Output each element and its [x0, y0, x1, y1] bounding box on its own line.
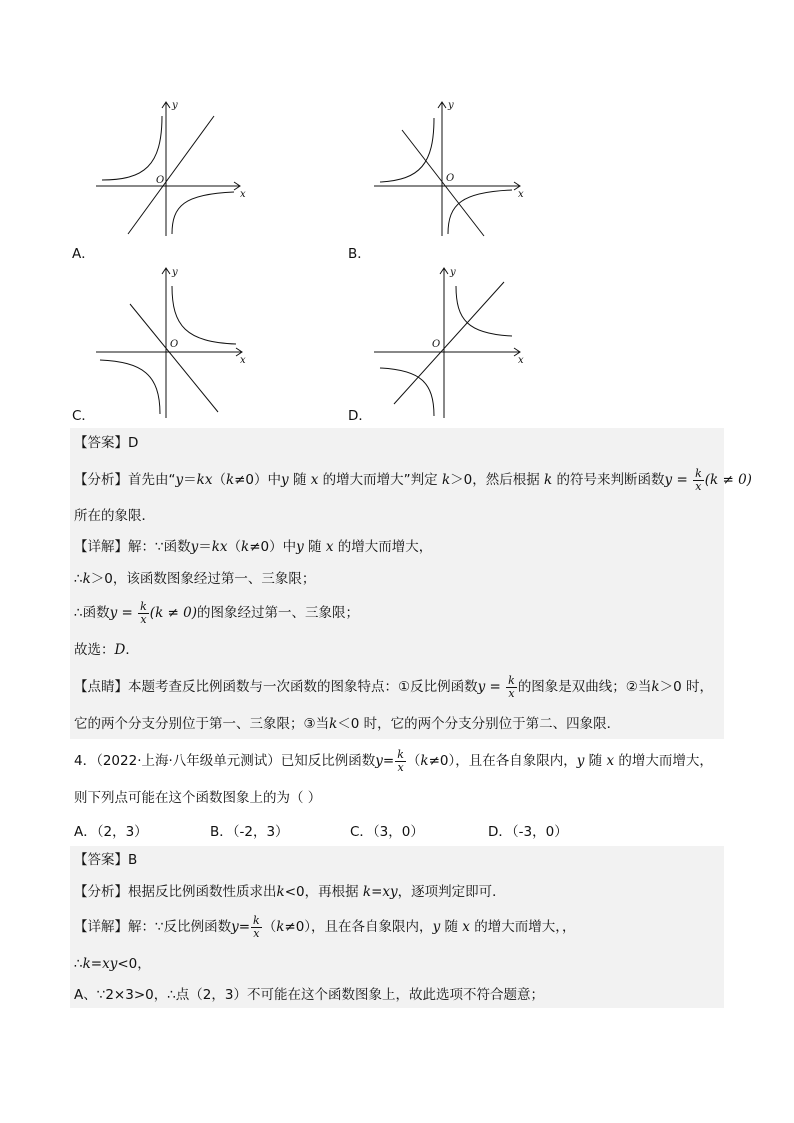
x-axis-label: x	[518, 355, 524, 366]
option-b-label: B．	[348, 246, 371, 262]
q4-choice-b: B．（-2，3）	[210, 824, 289, 840]
fraction-k-over-x	[395, 749, 406, 774]
q3-detail-line-4	[74, 640, 139, 660]
q3-analysis-line-2	[74, 506, 155, 526]
text: 随	[288, 472, 311, 488]
var: x	[462, 919, 470, 935]
q4-answer-line	[74, 850, 137, 870]
answer-value: D	[128, 435, 139, 451]
text: ＞0 时，	[659, 679, 713, 695]
hyperbola-branch-upper-left	[102, 116, 162, 180]
var: k	[329, 716, 338, 732]
text: ＝	[183, 472, 197, 488]
hyperbola-branch-upper-left	[380, 118, 434, 182]
var: x	[310, 472, 319, 488]
comment-tag: 【点睛】	[74, 679, 128, 695]
detail-tag: 【详解】	[74, 539, 128, 555]
y-axis-label: y	[450, 267, 456, 278]
hyperbola-branch-lower-right	[448, 190, 512, 234]
numerator: k	[397, 747, 404, 761]
q3-detail-line-3	[74, 600, 359, 626]
text: ∴	[74, 956, 83, 972]
var: k	[441, 472, 451, 488]
var: y	[190, 539, 199, 555]
text: 的图象经过第一、三象限；	[197, 605, 359, 621]
text: 4．（2022·上海·八年级单元测试）已知反比例函数	[74, 753, 376, 769]
text: A、∵2×3>0，∴点（2，3）不可能在这个函数图象上，故此选项不符合题意；	[74, 987, 544, 1003]
text: <0，	[117, 956, 151, 972]
q3-analysis-line-1	[74, 467, 752, 493]
fraction-k-over-x	[251, 915, 262, 940]
answer-value: B	[128, 852, 138, 868]
formula-prefix: y =	[109, 605, 138, 621]
answer-tag: 【答案】	[74, 435, 128, 451]
var: k	[241, 539, 250, 555]
text: 随	[584, 753, 607, 769]
var: y	[375, 753, 383, 769]
var: k	[544, 472, 553, 488]
text: 它的两个分支分别位于第一、三象限；③当	[74, 716, 330, 732]
var: y	[175, 472, 184, 488]
var: k	[420, 753, 429, 769]
x-axis-label: x	[240, 189, 246, 200]
hyperbola-branch-lower-right	[172, 192, 234, 234]
text: ＜0 时，它的两个分支分别位于第二、四象限．	[337, 716, 621, 732]
var: k	[225, 472, 235, 488]
graph-option-c	[94, 264, 254, 420]
q3-detail-line-1	[74, 537, 432, 557]
x-axis-arrow	[374, 348, 520, 356]
fraction-k-over-x	[138, 601, 149, 626]
text: 的增大而增大，	[333, 539, 433, 555]
hyperbola-branch-lower-left	[380, 368, 434, 416]
hyperbola-branch-lower-left	[100, 360, 160, 414]
y-axis-arrow	[438, 102, 446, 236]
graph-option-b	[372, 96, 532, 241]
text: ，逐项判定即可．	[397, 884, 506, 900]
numerator: k	[508, 673, 515, 687]
x-axis-label: x	[240, 355, 246, 366]
text: 的增大而增大，	[614, 753, 713, 769]
text: ≠0），且在各自象限内，	[284, 919, 433, 935]
linear-function-line	[402, 130, 484, 236]
text: ∴	[74, 571, 83, 587]
var: k	[276, 884, 285, 900]
q4-stem-line-1	[74, 748, 713, 774]
text: ∴函数	[74, 605, 110, 621]
origin-label: O	[446, 173, 455, 184]
text: ＞0，该函数图象经过第一、三象限；	[90, 571, 316, 587]
origin-label: O	[156, 175, 165, 186]
text: ≠0），且在各自象限内，	[428, 753, 577, 769]
denominator: x	[253, 926, 260, 940]
text: ≠0）中	[249, 539, 297, 555]
condition: (k ≠ 0)	[704, 472, 752, 488]
text: 的图象是双曲线；②当	[517, 679, 652, 695]
text: 的符号来判断函数	[552, 472, 665, 488]
denominator: x	[695, 479, 702, 493]
var: y	[281, 472, 289, 488]
q4-analysis-line	[74, 882, 506, 902]
text: 首先由“	[128, 472, 176, 488]
fraction-k-over-x	[506, 675, 517, 700]
var: k=xy	[82, 956, 118, 972]
var: kx	[196, 472, 213, 488]
linear-function-line	[128, 116, 214, 234]
x-axis-arrow	[96, 182, 240, 190]
y-axis-label: y	[448, 100, 454, 111]
text: 本题考查反比例函数与一次函数的图象特点：①反比例函数	[128, 679, 478, 695]
hyperbola-branch-upper-right	[172, 286, 236, 344]
text: 的增大而增大，，	[469, 919, 576, 935]
analysis-tag: 【分析】	[74, 472, 128, 488]
text: 根据反比例函数性质求出	[128, 884, 277, 900]
var: x	[325, 539, 334, 555]
linear-function-line	[394, 282, 504, 404]
y-axis-label: y	[172, 267, 178, 278]
var: k=xy	[362, 884, 398, 900]
option-a-label: A．	[72, 246, 95, 262]
text: <0，再根据	[284, 884, 363, 900]
condition: (k ≠ 0)	[149, 605, 197, 621]
answer-tag: 【答案】	[74, 852, 128, 868]
text: （	[406, 753, 421, 769]
detail-tag: 【详解】	[74, 919, 128, 935]
text: （	[212, 472, 226, 488]
origin-label: O	[432, 339, 441, 350]
y-axis-arrow	[162, 102, 170, 236]
q3-comment-line-2	[74, 714, 620, 734]
text: 随	[303, 539, 326, 555]
text: ≠0）中	[234, 472, 282, 488]
y-axis-arrow	[440, 268, 448, 418]
var: k	[651, 679, 660, 695]
text: ＝	[198, 539, 212, 555]
denominator: x	[397, 760, 404, 774]
var: y	[432, 919, 441, 935]
text: （	[227, 539, 242, 555]
text: ．	[125, 642, 139, 658]
analysis-tag: 【分析】	[74, 884, 128, 900]
numerator: k	[253, 913, 260, 927]
linear-function-line	[130, 304, 218, 412]
q4-detail-line-2	[74, 954, 151, 974]
text: =	[238, 919, 251, 935]
text: 则下列点可能在这个函数图象上的为（ ）	[74, 790, 322, 806]
q3-detail-line-2	[74, 569, 315, 589]
numerator: k	[695, 466, 702, 480]
origin-label: O	[170, 339, 179, 350]
hyperbola-branch-upper-right	[456, 286, 512, 336]
var: y	[296, 539, 304, 555]
denominator: x	[140, 612, 147, 626]
text: 随	[440, 919, 463, 935]
text: 故选：	[74, 642, 115, 658]
text: （	[262, 919, 277, 935]
denominator: x	[508, 686, 515, 700]
option-d-label: D．	[348, 408, 372, 424]
q4-choice-c: C．（3，0）	[350, 824, 424, 840]
var: k	[82, 571, 91, 587]
var: kx	[211, 539, 228, 555]
q3-comment-line-1	[74, 674, 713, 700]
x-axis-label: x	[518, 189, 524, 200]
text: ＞0，然后根据	[450, 472, 545, 488]
graph-option-d	[372, 264, 532, 420]
q4-choice-a: A．（2，3）	[74, 824, 148, 840]
q3-answer-line	[74, 433, 138, 453]
var: y	[231, 919, 239, 935]
formula-prefix: y =	[477, 679, 506, 695]
text: 解：∵函数	[128, 539, 191, 555]
text: =	[382, 753, 395, 769]
q4-detail-line-3	[74, 985, 544, 1005]
q4-stem-line-2	[74, 788, 321, 808]
q4-detail-line-1	[74, 914, 575, 940]
fraction-k-over-x	[693, 468, 704, 493]
var: x	[606, 753, 615, 769]
var: k	[276, 919, 285, 935]
var: D	[114, 642, 126, 658]
text: 解：∵反比例函数	[128, 919, 232, 935]
y-axis-label: y	[172, 100, 178, 111]
formula-prefix: y =	[664, 472, 693, 488]
option-c-label: C．	[72, 408, 95, 424]
q4-choice-d: D．（-3，0）	[488, 824, 568, 840]
y-axis-arrow	[162, 268, 170, 418]
graph-option-a	[94, 96, 254, 241]
text: 的增大而增大”判定	[318, 472, 442, 488]
numerator: k	[140, 599, 147, 613]
var: y	[576, 753, 585, 769]
text: 所在的象限．	[74, 508, 155, 524]
